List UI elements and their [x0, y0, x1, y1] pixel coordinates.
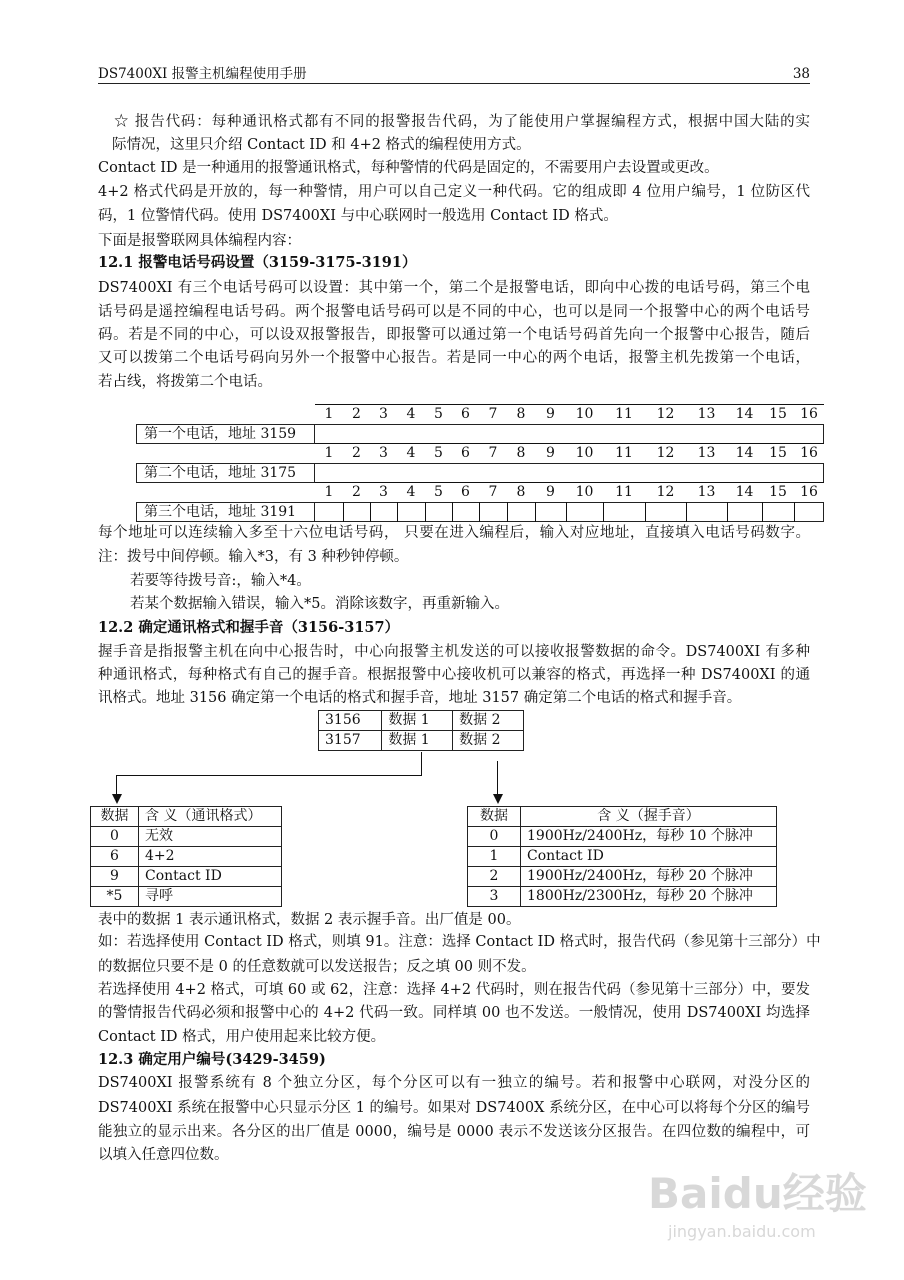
section-heading-12-3: 12.3 确定用户编号(3429-3459) — [98, 1051, 326, 1068]
digit-cell-divider — [794, 502, 795, 522]
digit-position-label: 1 — [324, 445, 334, 461]
paragraph-line: 若占线，将拨第二个电话。 — [98, 374, 272, 390]
digit-cell-divider — [603, 502, 604, 522]
cell: 3156 — [319, 711, 382, 731]
digit-position-label: 11 — [615, 406, 633, 422]
intro-line: Contact ID 是一种通用的报警通讯格式，每种警情的代码是固定的，不需要用户去设置或更改。 — [98, 160, 719, 176]
header-cell: 数据 — [468, 807, 521, 827]
paragraph-line: DS7400XI 报警系统有 8 个独立分区，每个分区可以有一独立的编号。若和报警中心联网，对没分区的 — [98, 1075, 810, 1091]
digit-cell-divider — [727, 502, 728, 522]
header-cell: 含 义（握手音） — [521, 807, 777, 827]
digit-cell-divider — [452, 502, 453, 522]
cell: Contact ID — [521, 847, 777, 867]
digit-cell-divider — [566, 502, 567, 522]
digit-position-label: 14 — [735, 484, 754, 500]
phone-address-label: 第二个电话，地址 3175 — [136, 463, 315, 483]
digit-cell-divider — [343, 502, 344, 522]
digit-position-label: 5 — [434, 445, 443, 461]
cell: 数据 2 — [453, 711, 524, 731]
digit-position-label: 6 — [461, 406, 470, 422]
intro-line: 下面是报警联网具体编程内容： — [98, 233, 301, 249]
cell: Contact ID — [139, 867, 282, 887]
header-rule — [98, 83, 810, 84]
cell: 4+2 — [139, 847, 282, 867]
cell: 0 — [468, 827, 521, 847]
digit-position-label: 1 — [324, 406, 334, 422]
running-header-title: DS7400XI 报警主机编程使用手册 — [98, 66, 307, 82]
digit-position-label: 4 — [406, 406, 416, 422]
header-cell: 含 义（通讯格式） — [139, 807, 282, 827]
digit-position-label: 7 — [488, 445, 498, 461]
digit-position-label: 8 — [516, 406, 526, 422]
paragraph-line: 表中的数据 1 表示通讯格式，数据 2 表示握手音。出厂值是 00。 — [98, 912, 521, 928]
digit-position-label: 8 — [516, 484, 526, 500]
digit-position-label: 16 — [800, 445, 818, 461]
digit-position-label: 7 — [488, 484, 498, 500]
cell: 数据 2 — [453, 731, 524, 751]
connector-line — [116, 775, 117, 795]
paragraph-line: DS7400XI 有三个电话号码可以设置：其中第一个，第二个是报警电话，即向中心拨的电话号码，第三个电 — [98, 280, 810, 296]
cell: 3 — [468, 887, 521, 907]
digit-cell-divider — [762, 502, 763, 522]
digit-position-label: 13 — [697, 406, 716, 422]
intro-line: 际情况，这里只介绍 Contact ID 和 4+2 格式的编程使用方式。 — [112, 137, 531, 153]
intro-line: 4+2 格式代码是开放的，每一种警情，用户可以自己定义一种代码。它的组成即 4 位用户编号，1 位防区代 — [98, 184, 810, 200]
digit-cell-divider — [507, 502, 508, 522]
digit-cell-divider — [535, 502, 536, 522]
paragraph-line: 每个地址可以连续输入多至十六位电话号码， 只要在进入编程后，输入对应地址，直接填入电话号码数字。 — [98, 525, 810, 541]
digit-position-label: 3 — [379, 445, 388, 461]
digit-position-label: 16 — [800, 484, 818, 500]
cell: 6 — [91, 847, 139, 867]
cell: 9 — [91, 867, 139, 887]
connector-line — [497, 761, 498, 795]
digit-position-label: 15 — [769, 406, 787, 422]
paragraph-line: 又可以拨第二个电话号码向另外一个报警中心报告。若是同一中心的两个电话，报警主机先拨第一个电话， — [98, 350, 810, 366]
phone-address-label: 第三个电话，地址 3191 — [136, 502, 315, 522]
digit-position-label: 2 — [352, 406, 361, 422]
cell: 1900Hz/2400Hz，每秒 10 个脉冲 — [521, 827, 777, 847]
digit-cell-divider — [425, 502, 426, 522]
digit-position-label: 16 — [800, 406, 818, 422]
digit-position-label: 10 — [575, 445, 594, 461]
cell: 1900Hz/2400Hz，每秒 20 个脉冲 — [521, 867, 777, 887]
digit-position-label: 4 — [406, 445, 416, 461]
cell: 3157 — [319, 731, 382, 751]
digit-position-label: 8 — [516, 445, 526, 461]
digit-position-label: 12 — [656, 445, 675, 461]
digit-cell-divider — [645, 502, 646, 522]
digit-cell-divider — [479, 502, 480, 522]
paragraph-line: 种通讯格式，每种格式有自己的握手音。根据报警中心接收机可以兼容的格式，再选择一种 DS7400XI 的通 — [98, 667, 810, 683]
digit-position-label: 15 — [769, 445, 787, 461]
format-table — [90, 806, 282, 907]
intro-line: 码，1 位警情代码。使用 DS7400XI 与中心联网时一般选用 Contact ID 格式。 — [98, 208, 618, 224]
watermark-logo: Baidu经验 — [648, 1169, 867, 1218]
digit-position-label: 2 — [352, 484, 361, 500]
header-cell: 数据 — [91, 807, 139, 827]
digit-position-label: 7 — [488, 406, 498, 422]
watermark-url: jingyan.baidu.com — [668, 1222, 816, 1241]
digit-position-label: 3 — [379, 406, 388, 422]
digit-position-label: 13 — [697, 484, 716, 500]
cell: 寻呼 — [139, 887, 282, 907]
section-heading-12-1: 12.1 报警电话号码设置（3159-3175-3191） — [98, 254, 417, 271]
phone-address-label: 第一个电话，地址 3159 — [136, 424, 315, 444]
digit-position-label: 9 — [546, 484, 555, 500]
arrow-down-icon — [112, 794, 122, 804]
digit-position-label: 14 — [735, 406, 754, 422]
note-line: 注：拨号中间停顿。输入*3，有 3 种秒钟停顿。 — [98, 549, 409, 565]
digit-cell-divider — [686, 502, 687, 522]
cell: 0 — [91, 827, 139, 847]
paragraph-line: 握手音是指报警主机在向中心报告时，中心向报警主机发送的可以接收报警数据的命令。DS7400XI 有多种 — [98, 644, 810, 660]
cell: 无效 — [139, 827, 282, 847]
digit-position-label: 11 — [615, 484, 633, 500]
paragraph-line: 的警情报告代码必须和报警中心的 4+2 代码一致。同样填 00 也不发送。一般情况，使用 DS7400XI 均选择 — [98, 1005, 810, 1021]
cell: 数据 1 — [382, 731, 453, 751]
cell: 1 — [468, 847, 521, 867]
digit-position-label: 10 — [575, 406, 594, 422]
digit-position-label: 9 — [546, 445, 555, 461]
cell: *5 — [91, 887, 139, 907]
note-line: 若某个数据输入错误，输入*5。消除该数字，再重新输入。 — [130, 596, 509, 612]
digit-position-label: 15 — [769, 484, 787, 500]
cell: 1800Hz/2300Hz，每秒 20 个脉冲 — [521, 887, 777, 907]
cell: 数据 1 — [382, 711, 453, 731]
paragraph-line: 话号码是遥控编程电话号码。两个报警电话号码可以是不同的中心，也可以是同一个报警中心的两个电话号 — [98, 304, 810, 320]
page-number: 38 — [792, 66, 810, 82]
digit-position-label: 12 — [656, 484, 675, 500]
digit-position-label: 12 — [656, 406, 675, 422]
digit-position-label: 1 — [324, 484, 334, 500]
digit-cell-divider — [397, 502, 398, 522]
digit-position-label: 10 — [575, 484, 594, 500]
digit-position-label: 5 — [434, 484, 443, 500]
tone-table — [467, 806, 777, 907]
address-table — [318, 710, 524, 751]
digit-position-label: 14 — [735, 445, 754, 461]
digit-position-label: 3 — [379, 484, 388, 500]
cell: 2 — [468, 867, 521, 887]
digit-position-label: 11 — [615, 445, 633, 461]
digit-position-label: 5 — [434, 406, 443, 422]
digit-position-label: 6 — [461, 445, 470, 461]
digit-position-label: 2 — [352, 445, 361, 461]
section-heading-12-2: 12.2 确定通讯格式和握手音（3156-3157） — [98, 619, 400, 636]
digit-position-label: 13 — [697, 445, 716, 461]
paragraph-line: 以填入任意四位数。 — [98, 1147, 229, 1163]
connector-line — [116, 775, 422, 776]
paragraph-line: 能独立的显示出来。各分区的出厂值是 0000，编号是 0000 表示不发送该分区报告。在四位数的编程中，可 — [98, 1124, 810, 1140]
paragraph-line: Contact ID 格式，用户使用起来比较方便。 — [98, 1029, 386, 1045]
connector-line — [421, 752, 422, 776]
arrow-down-icon — [493, 794, 503, 804]
intro-line: ☆ 报告代码：每种通讯格式都有不同的报警报告代码，为了能使用户掌握编程方式，根据中国大陆的实 — [114, 114, 810, 130]
digit-position-label: 6 — [461, 484, 470, 500]
paragraph-line: 若选择使用 4+2 格式，可填 60 或 62，注意：选择 4+2 代码时，则在报告代码（参见第十三部分）中，要发 — [98, 982, 810, 998]
digit-position-label: 9 — [546, 406, 555, 422]
paragraph-line: 讯格式。地址 3156 确定第一个电话的格式和握手音，地址 3157 确定第二个电话的格式和握手音。 — [98, 690, 742, 706]
digit-position-label: 4 — [406, 484, 416, 500]
note-line: 若要等待拨号音:，输入*4。 — [130, 573, 311, 589]
digit-cell-divider — [370, 502, 371, 522]
paragraph-line: DS7400XI 系统在报警中心只显示分区 1 的编号。如果对 DS7400X 系统分区，在中心可以将每个分区的编号 — [98, 1100, 811, 1116]
paragraph-line: 如：若选择使用 Contact ID 格式，则填 91。注意：选择 Contact ID 格式时，报告代码（参见第十三部分）中 — [98, 934, 821, 950]
paragraph-line: 码。若是不同的中心，可以设双报警报告，即报警可以通过第一个电话号码首先向一个报警中心报告，随后 — [98, 327, 810, 343]
paragraph-line: 的数据位只要不是 0 的任意数就可以发送报告；反之填 00 则不发。 — [98, 959, 536, 975]
